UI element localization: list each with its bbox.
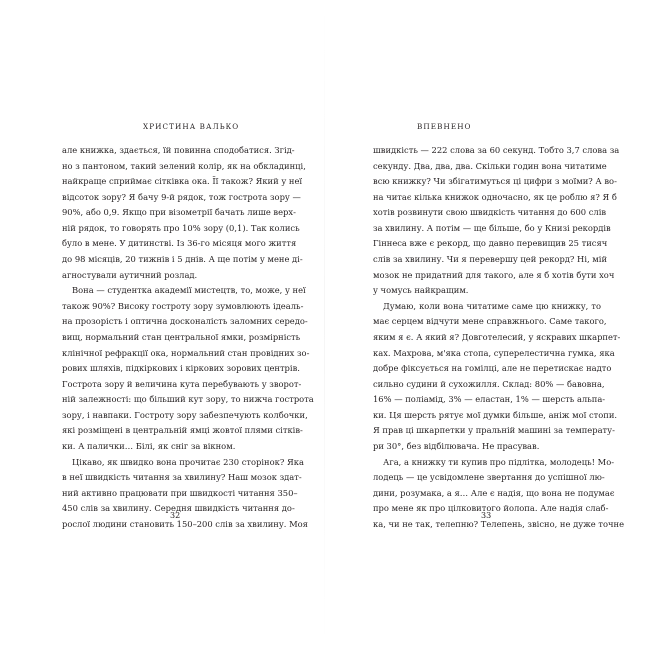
- text-line: ки. Ця шерсть рятує мої думки більше, аніж мої стопи.: [373, 409, 618, 420]
- text-line: про мене як про цілковитого йолопа. Але надія слаб-: [373, 503, 609, 514]
- text-line: в неї швидкість читання за хвилину? Наш мозок здат-: [62, 472, 302, 483]
- text-line: лодець — це усвідомлене звертання до успішної лю-: [373, 472, 605, 483]
- text-line: Ага, а книжку ти купив про підлітка, молодець! Мо-: [383, 456, 615, 467]
- text-line: але книжка, здається, їй повинна сподобатися. Згід-: [62, 145, 295, 155]
- text-line: також 90%? Високу гостроту зору зумовлюють ідеаль-: [62, 300, 304, 311]
- text-line: агностували аутичний розлад.: [62, 269, 198, 280]
- text-line: ка, чи не так, телепню? Телепень, звісно, не дуже точне: [373, 518, 625, 529]
- text-line: хотів розвинути свою швидкість читання до 600 слів: [373, 207, 607, 218]
- text-line: ках. Махрова, м'яка стопа, суперелестична гумка, яка: [373, 347, 615, 358]
- text-line: до 98 місяців, 20 тижнів і 5 днів. А ще потім у мене ді-: [62, 254, 303, 265]
- text-line: 90%, або 0,9. Якщо при візометрії бачать лише верх-: [62, 207, 296, 218]
- text-line: Цікаво, як швидко вона прочитає 230 сторінок? Яка: [72, 456, 304, 467]
- left-text-block: [62, 143, 314, 532]
- text-line: 450 слів за хвилину. Середня швидкість читання до-: [62, 503, 295, 514]
- text-line: має серцем відчути мене справжнього. Саме такого,: [373, 316, 607, 327]
- text-line: но з пантоном, такий зелений колір, як на обкладинці,: [62, 160, 306, 171]
- text-line: 16% — поліамід, 3% — еластан, 1% — шерсть альпа-: [373, 394, 606, 405]
- text-line: ки. А палички… Білі, як сніг за вікном.: [62, 440, 236, 451]
- text-line: на прозорість і оптична досконалість заломних середо-: [62, 316, 308, 327]
- right-page: [325, 0, 650, 650]
- text-line: ній рядок, то говорять про 10% зору (0,1). Так колись: [62, 222, 300, 233]
- text-line: ний активно працювати при швидкості читання 350–: [62, 487, 298, 498]
- text-line: на читає кілька книжок одночасно, як це роблю я? Я б: [373, 191, 617, 202]
- text-line: рослої людини становить 150–200 слів за хвилину. Моя: [62, 518, 308, 529]
- text-line: у чомусь найкращим.: [373, 285, 469, 296]
- text-line: всю книжку? Чи збігатимуться ці цифри з моїми? А во-: [373, 176, 617, 187]
- text-line: Гострота зору й величина кута перебувають у зворот-: [62, 378, 302, 389]
- text-line: які розміщені в центральній ямці жовтої плями сітків-: [62, 425, 303, 436]
- text-line: зору, і навпаки. Гостроту зору забезпечують колбочки,: [62, 409, 308, 420]
- text-line: яким я є. А який я? Довготелесий, у яскравих шкарпет-: [373, 331, 621, 342]
- page-number: 32: [170, 511, 181, 520]
- text-line: Я прав ці шкарпетки у пральній машині за температу-: [373, 425, 615, 436]
- text-line: Думаю, коли вона читатиме саме цю книжку, то: [383, 300, 601, 311]
- text-line: Вона — студентка академії мистецтв, то, може, у неї: [72, 285, 306, 296]
- text-line: слів за хвилину. Чи я перевершу цей рекорд? Ні, мій: [373, 254, 608, 265]
- text-line: за хвилину. А потім — ще більше, бо у Книзі рекордів: [373, 222, 611, 233]
- right-text-block: [373, 143, 625, 532]
- text-line: добре фіксується на гомілці, але не перетискає надто: [373, 363, 612, 374]
- text-line: швидкість — 222 слова за 60 секунд. Тобто 3,7 слова за: [373, 145, 620, 155]
- text-line: відсоток зору? Я бачу 9-й рядок, тож гострота зору —: [62, 191, 301, 202]
- text-line: секунду. Два, два, два. Скільки годин вона читатиме: [373, 160, 607, 171]
- text-line: Гіннеса вже є рекорд, що давно перевищив 25 тисяч: [373, 238, 608, 249]
- text-line: було в мене. У дитинстві. Із 36-го місяця мого життя: [62, 238, 297, 249]
- text-line: сильно судини й сухожилля. Склад: 80% — бавовна,: [373, 378, 605, 389]
- text-line: ри 30°, без відбілювача. Не прасував.: [373, 440, 540, 451]
- text-line: найкраще сприймає сітківка ока. Її також? Який у неї: [62, 176, 303, 187]
- text-line: вищ, нормальний стан центральної ямки, розмірність: [62, 331, 301, 342]
- text-line: клінічної рефракції ока, нормальний стан провідних зо-: [62, 347, 310, 358]
- running-head-author: ХРИСТИНА ВАЛЬКО: [143, 122, 240, 131]
- text-line: ній залежності: що більший кут зору, то нижча гострота: [62, 394, 314, 405]
- running-head-title: ВПЕВНЕНО: [417, 122, 472, 131]
- text-line: мозок не придатний для такого, але я б хотів бути хоч: [373, 269, 615, 280]
- page-number: 33: [481, 511, 492, 520]
- text-line: дини, розумака, а я… Але є надія, що вона не подумає: [373, 487, 615, 498]
- text-line: рових шляхів, підкіркових і кіркових зорових центрів.: [62, 363, 300, 374]
